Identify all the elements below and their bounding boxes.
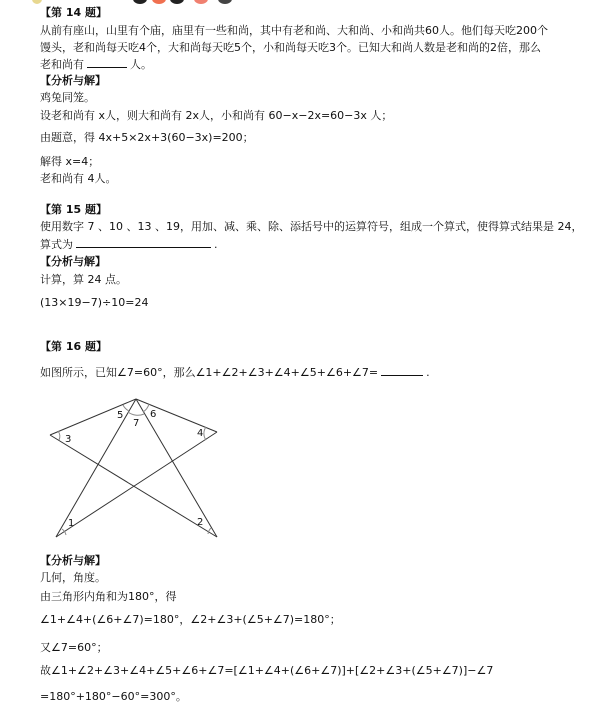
q14-solution-line: 设老和尚有 x人，则大和尚有 2x人，小和尚有 60−x−2x=60−3x 人； [40, 109, 393, 122]
angle-label-3: 3 [65, 434, 72, 445]
q16-solution-line: 几何，角度。 [40, 571, 106, 584]
q16-text-a: 如图所示，已知∠7=60°，那么∠1+∠2+∠3+∠4+∠5+∠6+∠7= [40, 366, 379, 379]
angle-arc [143, 404, 149, 412]
q15-title: 【第 15 题】 [40, 203, 107, 216]
angle-label-7: 7 [133, 418, 140, 429]
q15-text-a: 算式为 [40, 238, 73, 251]
figure-line [56, 399, 136, 537]
q16-analysis-title: 【分析与解】 [40, 554, 106, 567]
q14-title: 【第 14 题】 [40, 6, 107, 19]
angle-label-6: 6 [150, 409, 157, 420]
figure-line [56, 432, 217, 537]
angle-arc [58, 431, 60, 440]
q16-solution-line: ∠1+∠4+(∠6+∠7)=180°，∠2+∠3+(∠5+∠7)=180°； [40, 613, 341, 626]
angle-label-2: 2 [197, 517, 204, 528]
q14-solution-line: 鸡兔同笼。 [40, 91, 95, 104]
q15-solution-line: (13×19−7)÷10=24 [40, 296, 149, 309]
q16-solution-line: 故∠1+∠2+∠3+∠4+∠5+∠6+∠7=[∠1+∠4+(∠6+∠7)]+[∠2+∠3+(∠5+∠7)]−∠7 [40, 664, 494, 677]
q14-text-a: 老和尚有 [40, 58, 84, 71]
q15-solution-line: 计算，算 24 点。 [40, 273, 127, 286]
q14-text-b: 人。 [130, 58, 152, 71]
q16-solution-line: 又∠7=60°； [40, 641, 108, 654]
q14-text: 从前有座山，山里有个庙，庙里有一些和尚，其中有老和尚、大和尚、小和尚共60人。他们每天吃200个 [40, 24, 548, 37]
angle-arc [128, 412, 144, 415]
q16-solution-line: 由三角形内角和为180°，得 [40, 590, 177, 603]
q15-text: 使用数字 7 、10 、13 、19，用加、减、乘、除、添括号中的运算符号，组成一个算式，使得算式结果是 24， [40, 220, 583, 233]
q15-text-b: . [214, 238, 218, 251]
q14-solution-line: 由题意，得 4x+5×2x+3(60−3x)=200； [40, 131, 254, 144]
q14-solution-line: 解得 x=4； [40, 155, 100, 168]
q16-text-b: . [426, 366, 430, 379]
angle-arc [204, 427, 206, 440]
q14-analysis-title: 【分析与解】 [40, 74, 106, 87]
angle-label-4: 4 [197, 428, 204, 439]
figure-line [136, 399, 217, 432]
q16-solution-line: =180°+180°−60°=300°。 [40, 690, 187, 703]
figure-line [136, 399, 217, 537]
angle-label-1: 1 [68, 518, 75, 529]
angle-arc [123, 405, 129, 411]
q15-analysis-title: 【分析与解】 [40, 255, 106, 268]
q14-text: 馒头，老和尚每天吃4个，大和尚每天吃5个，小和尚每天吃3个。已知大和尚人数是老和尚的2倍，那么 [40, 41, 541, 54]
angle-label-5: 5 [117, 410, 124, 421]
q16-title: 【第 16 题】 [40, 340, 107, 353]
q14-solution-line: 老和尚有 4人。 [40, 172, 117, 185]
